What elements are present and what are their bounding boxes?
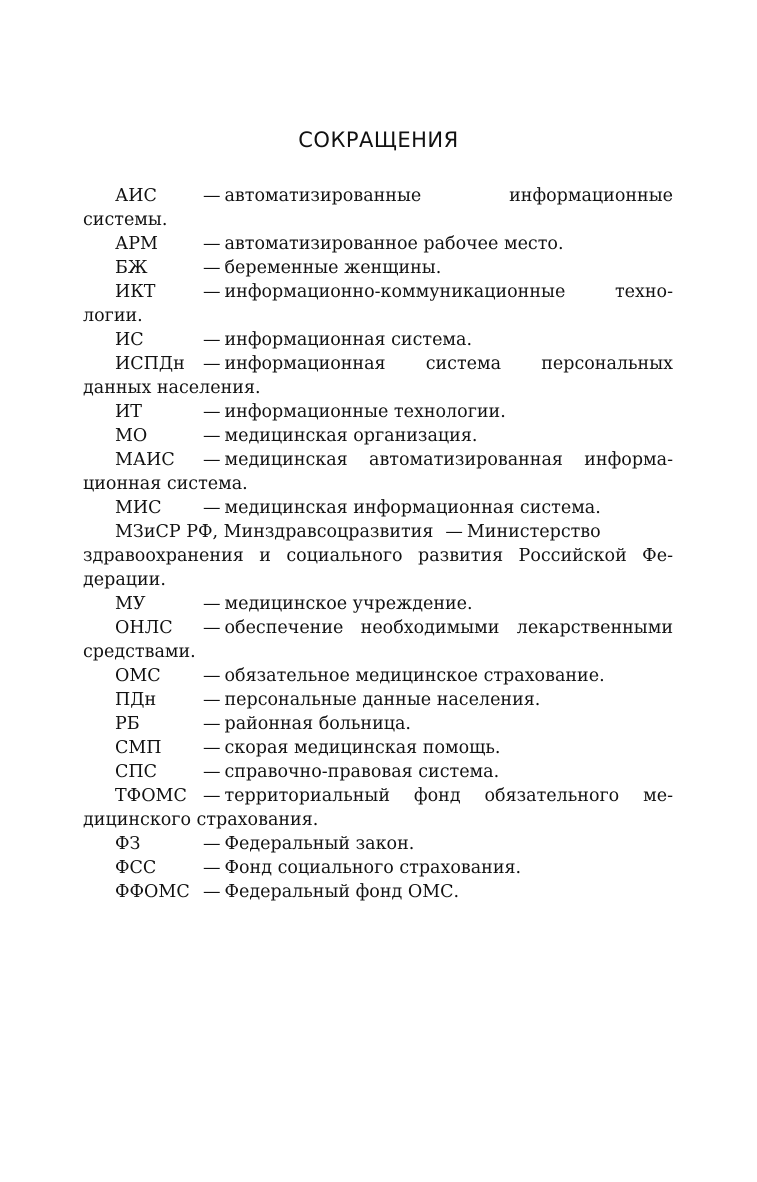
- abbreviation-term: МЗиСР РФ, Минздравсоцразвития: [115, 522, 434, 542]
- abbreviation-term: ОМС: [115, 666, 161, 686]
- abbreviation-entry: [83, 832, 673, 856]
- abbreviation-entry: [83, 736, 673, 760]
- dash: —: [203, 282, 221, 302]
- dash: —: [203, 786, 221, 806]
- dash: —: [445, 522, 463, 542]
- abbreviation-term: МО: [115, 426, 148, 446]
- abbreviation-definition: скорая медицинская помощь.: [224, 738, 501, 758]
- dash: —: [203, 834, 221, 854]
- abbreviation-entry: [83, 400, 673, 424]
- abbreviation-term: ТФОМС: [115, 786, 187, 806]
- abbreviation-definition: медицинская организация.: [224, 426, 478, 446]
- abbreviation-definition: медицинское учреждение.: [224, 594, 473, 614]
- dash: —: [203, 354, 221, 374]
- abbreviation-term: ФФОМС: [115, 882, 190, 902]
- dash: —: [203, 738, 221, 758]
- abbreviation-entry: [83, 784, 673, 832]
- abbreviation-term: ОНЛС: [115, 618, 173, 638]
- abbreviation-entry: [83, 496, 673, 520]
- abbreviation-definition: Министерство здравоохранения и социального развития Российской Федерации.: [83, 522, 673, 590]
- abbreviation-term: АРМ: [115, 234, 158, 254]
- abbreviation-term: МИС: [115, 498, 162, 518]
- page-title: СОКРАЩЕНИЯ: [298, 128, 459, 152]
- abbreviation-entry: [83, 760, 673, 784]
- abbreviation-definition: Федеральный фонд ОМС.: [224, 882, 460, 902]
- abbreviation-definition: информационно-коммуникационные технологии.: [83, 282, 673, 326]
- dash: —: [203, 714, 221, 734]
- abbreviation-entry: [83, 616, 673, 664]
- abbreviation-term: ПДн: [115, 690, 157, 710]
- abbreviation-definition: информационная система.: [224, 330, 473, 350]
- abbreviation-entry: [83, 520, 673, 592]
- abbreviation-definition: медицинская автоматизированная информационная система.: [83, 450, 673, 494]
- abbreviation-definition: обеспечение необходимыми лекарственными средствами.: [83, 618, 673, 662]
- abbreviation-definition: районная больница.: [224, 714, 411, 734]
- abbreviation-entry: [83, 232, 673, 256]
- abbreviation-term: СПС: [115, 762, 158, 782]
- abbreviation-definition: обязательное медицинское страхование.: [224, 666, 605, 686]
- abbreviation-list: [83, 184, 673, 904]
- abbreviation-entry: [83, 424, 673, 448]
- abbreviation-definition: автоматизированное рабочее место.: [224, 234, 564, 254]
- abbreviation-entry: [83, 184, 673, 232]
- abbreviation-term: ИСПДн: [115, 354, 185, 374]
- dash: —: [203, 258, 221, 278]
- abbreviation-definition: медицинская информационная система.: [224, 498, 601, 518]
- abbreviation-term: ИС: [115, 330, 144, 350]
- dash: —: [203, 186, 221, 206]
- abbreviation-entry: [83, 880, 673, 904]
- abbreviation-term: МАИС: [115, 450, 175, 470]
- abbreviation-term: ФЗ: [115, 834, 141, 854]
- dash: —: [203, 594, 221, 614]
- abbreviation-term: ИКТ: [115, 282, 156, 302]
- abbreviation-term: ИТ: [115, 402, 142, 422]
- abbreviation-entry: [83, 280, 673, 328]
- abbreviation-term: СМП: [115, 738, 162, 758]
- abbreviation-definition: информационные технологии.: [224, 402, 506, 422]
- abbreviation-entry: [83, 592, 673, 616]
- abbreviation-entry: [83, 352, 673, 400]
- abbreviation-entry: [83, 688, 673, 712]
- abbreviation-entry: [83, 712, 673, 736]
- abbreviation-definition: справочно-правовая система.: [224, 762, 500, 782]
- dash: —: [203, 666, 221, 686]
- dash: —: [203, 426, 221, 446]
- dash: —: [203, 330, 221, 350]
- abbreviation-entry: [83, 256, 673, 280]
- abbreviation-term: ФСС: [115, 858, 157, 878]
- abbreviation-definition: беременные женщины.: [224, 258, 442, 278]
- dash: —: [203, 498, 221, 518]
- abbreviation-term: АИС: [115, 186, 157, 206]
- abbreviation-definition: персональные данные населения.: [224, 690, 541, 710]
- dash: —: [203, 762, 221, 782]
- abbreviation-entry: [83, 856, 673, 880]
- dash: —: [203, 858, 221, 878]
- dash: —: [203, 450, 221, 470]
- dash: —: [203, 882, 221, 902]
- abbreviation-definition: Федеральный закон.: [224, 834, 415, 854]
- abbreviation-definition: Фонд социального страхования.: [224, 858, 522, 878]
- abbreviation-entry: [83, 448, 673, 496]
- abbreviation-term: БЖ: [115, 258, 148, 278]
- dash: —: [203, 234, 221, 254]
- abbreviation-definition: территориальный фонд обязательного медицинского страхования.: [83, 786, 673, 830]
- abbreviation-term: РБ: [115, 714, 140, 734]
- abbreviation-entry: [83, 328, 673, 352]
- abbreviation-definition: информационная система персональных данных населения.: [83, 354, 673, 398]
- dash: —: [203, 690, 221, 710]
- abbreviation-entry: [83, 664, 673, 688]
- dash: —: [203, 402, 221, 422]
- abbreviation-definition: автоматизированные информационные системы.: [83, 186, 673, 230]
- abbreviation-term: МУ: [115, 594, 146, 614]
- dash: —: [203, 618, 221, 638]
